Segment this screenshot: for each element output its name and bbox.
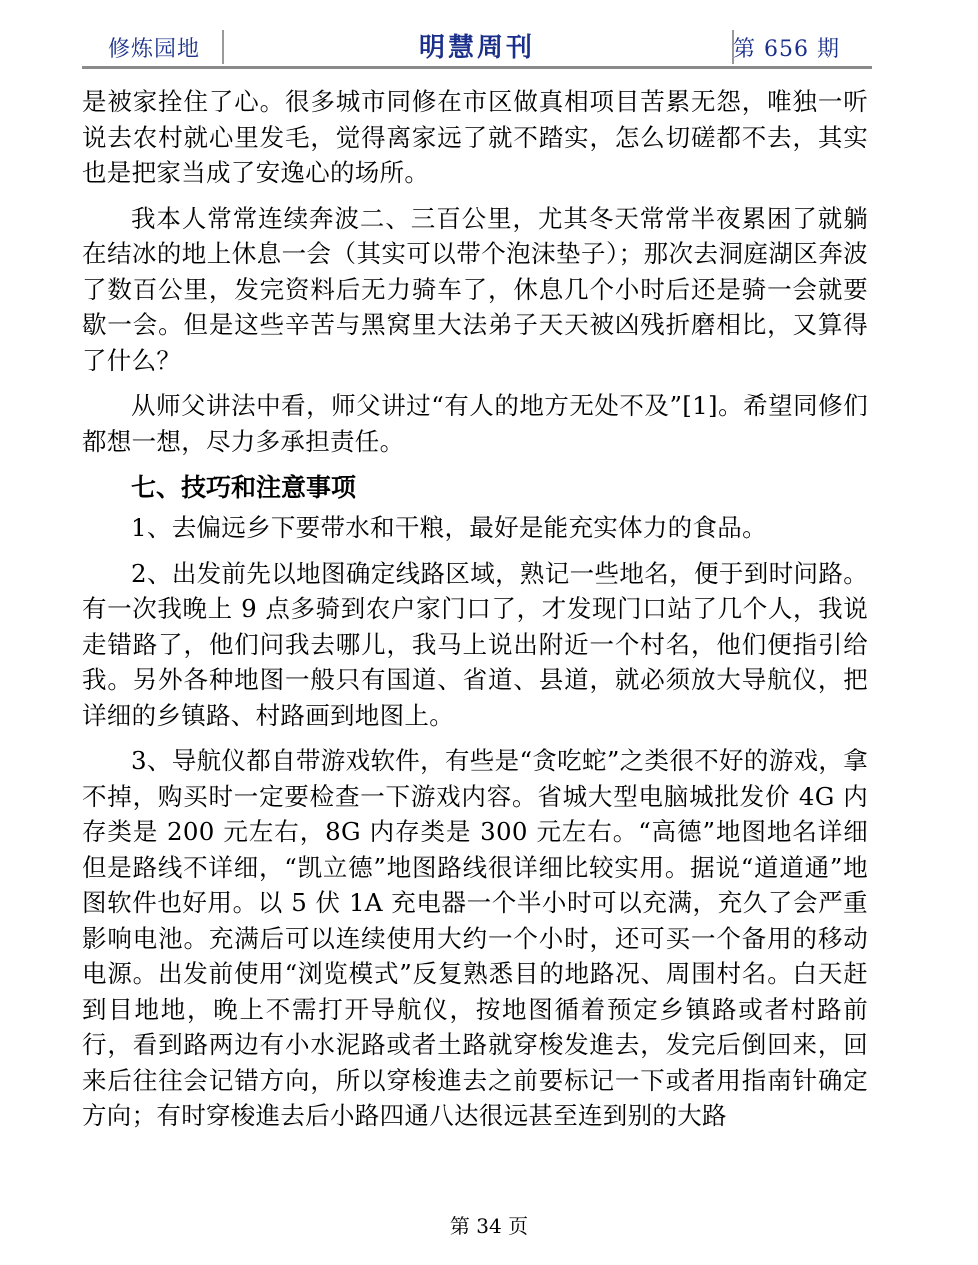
tip-item: 1、去偏远乡下要带水和干粮，最好是能充实体力的食品。 (131, 513, 767, 542)
header-publication-title: 明慧周刊 (418, 33, 535, 63)
paragraph: 从师父讲法中看，师父讲过“有人的地方无处不及”[1]。希望同修们都想一想，尽力多承担责任。 (82, 391, 868, 456)
tip-item: 3、导航仪都自带游戏软件，有些是“贪吃蛇”之类很不好的游戏，拿不掉，购买时一定要检查一下游戏内容。省城大型电脑城批发价 4G 内存类是 200 元左右，8G 内存类是 300 元左右。“高德”地图地名详细但是路线不详细，“凯立德”地图路线很详细比较实用。据说“道道通”地图软件也好用。以 5 伏 1A 充电器一个半小时可以充满，充久了会严重影响电池。充满后可以连续使用大约一个小时，还可买一个备用的移动电源。出发前使用“浏览模式”反复熟悉目的地路况、周围村名。白天赶到目地地，晚上不需打开导航仪，按地图循着预定乡镇路或者村路前行，看到路两边有小水泥路或者土路就穿梭发進去，发完后倒回来，回来后往往会记错方向，所以穿梭進去之前要标记一下或者用指南针确定方向；有时穿梭進去后小路四通八达很远甚至连到别的大路 (82, 746, 868, 1130)
paragraph-continued: 是被家拴住了心。很多城市同修在市区做真相项目苦累无怨，唯独一听说去农村就心里发毛，觉得离家远了就不踏实，怎么切磋都不去，其实也是把家当成了安逸心的场所。 (82, 87, 868, 187)
article-body (82, 84, 868, 1144)
header-section-label: 修炼园地 (108, 37, 201, 62)
tip-item: 2、出发前先以地图确定线路区域，熟记一些地名，便于到时问路。有一次我晚上 9 点多骑到农户家门口了，才发现门口站了几个人，我说走错路了，他们问我去哪儿，我马上说出附近一个村名，他们便指引给我。另外各种地图一般只有国道、省道、县道，就必须放大导航仪，把详细的乡镇路、村路画到地图上。 (82, 558, 868, 730)
paragraph: 我本人常常连续奔波二、三百公里，尤其冬天常常半夜累困了就躺在结冰的地上休息一会（其实可以带个泡沫垫子）；那次去洞庭湖区奔波了数百公里，发完资料后无力骑车了，休息几个小时后还是骑一会就要歇一会。但是这些辛苦与黑窝里大法弟子天天被凶残折磨相比，又算得了什么？ (82, 203, 868, 375)
page-number: 第 34 页 (449, 1214, 529, 1238)
header-issue-number: 第 656 期 (733, 37, 840, 62)
section-heading: 七、技巧和注意事项 (131, 473, 357, 502)
header-rule (82, 66, 872, 69)
page-header (82, 24, 872, 68)
